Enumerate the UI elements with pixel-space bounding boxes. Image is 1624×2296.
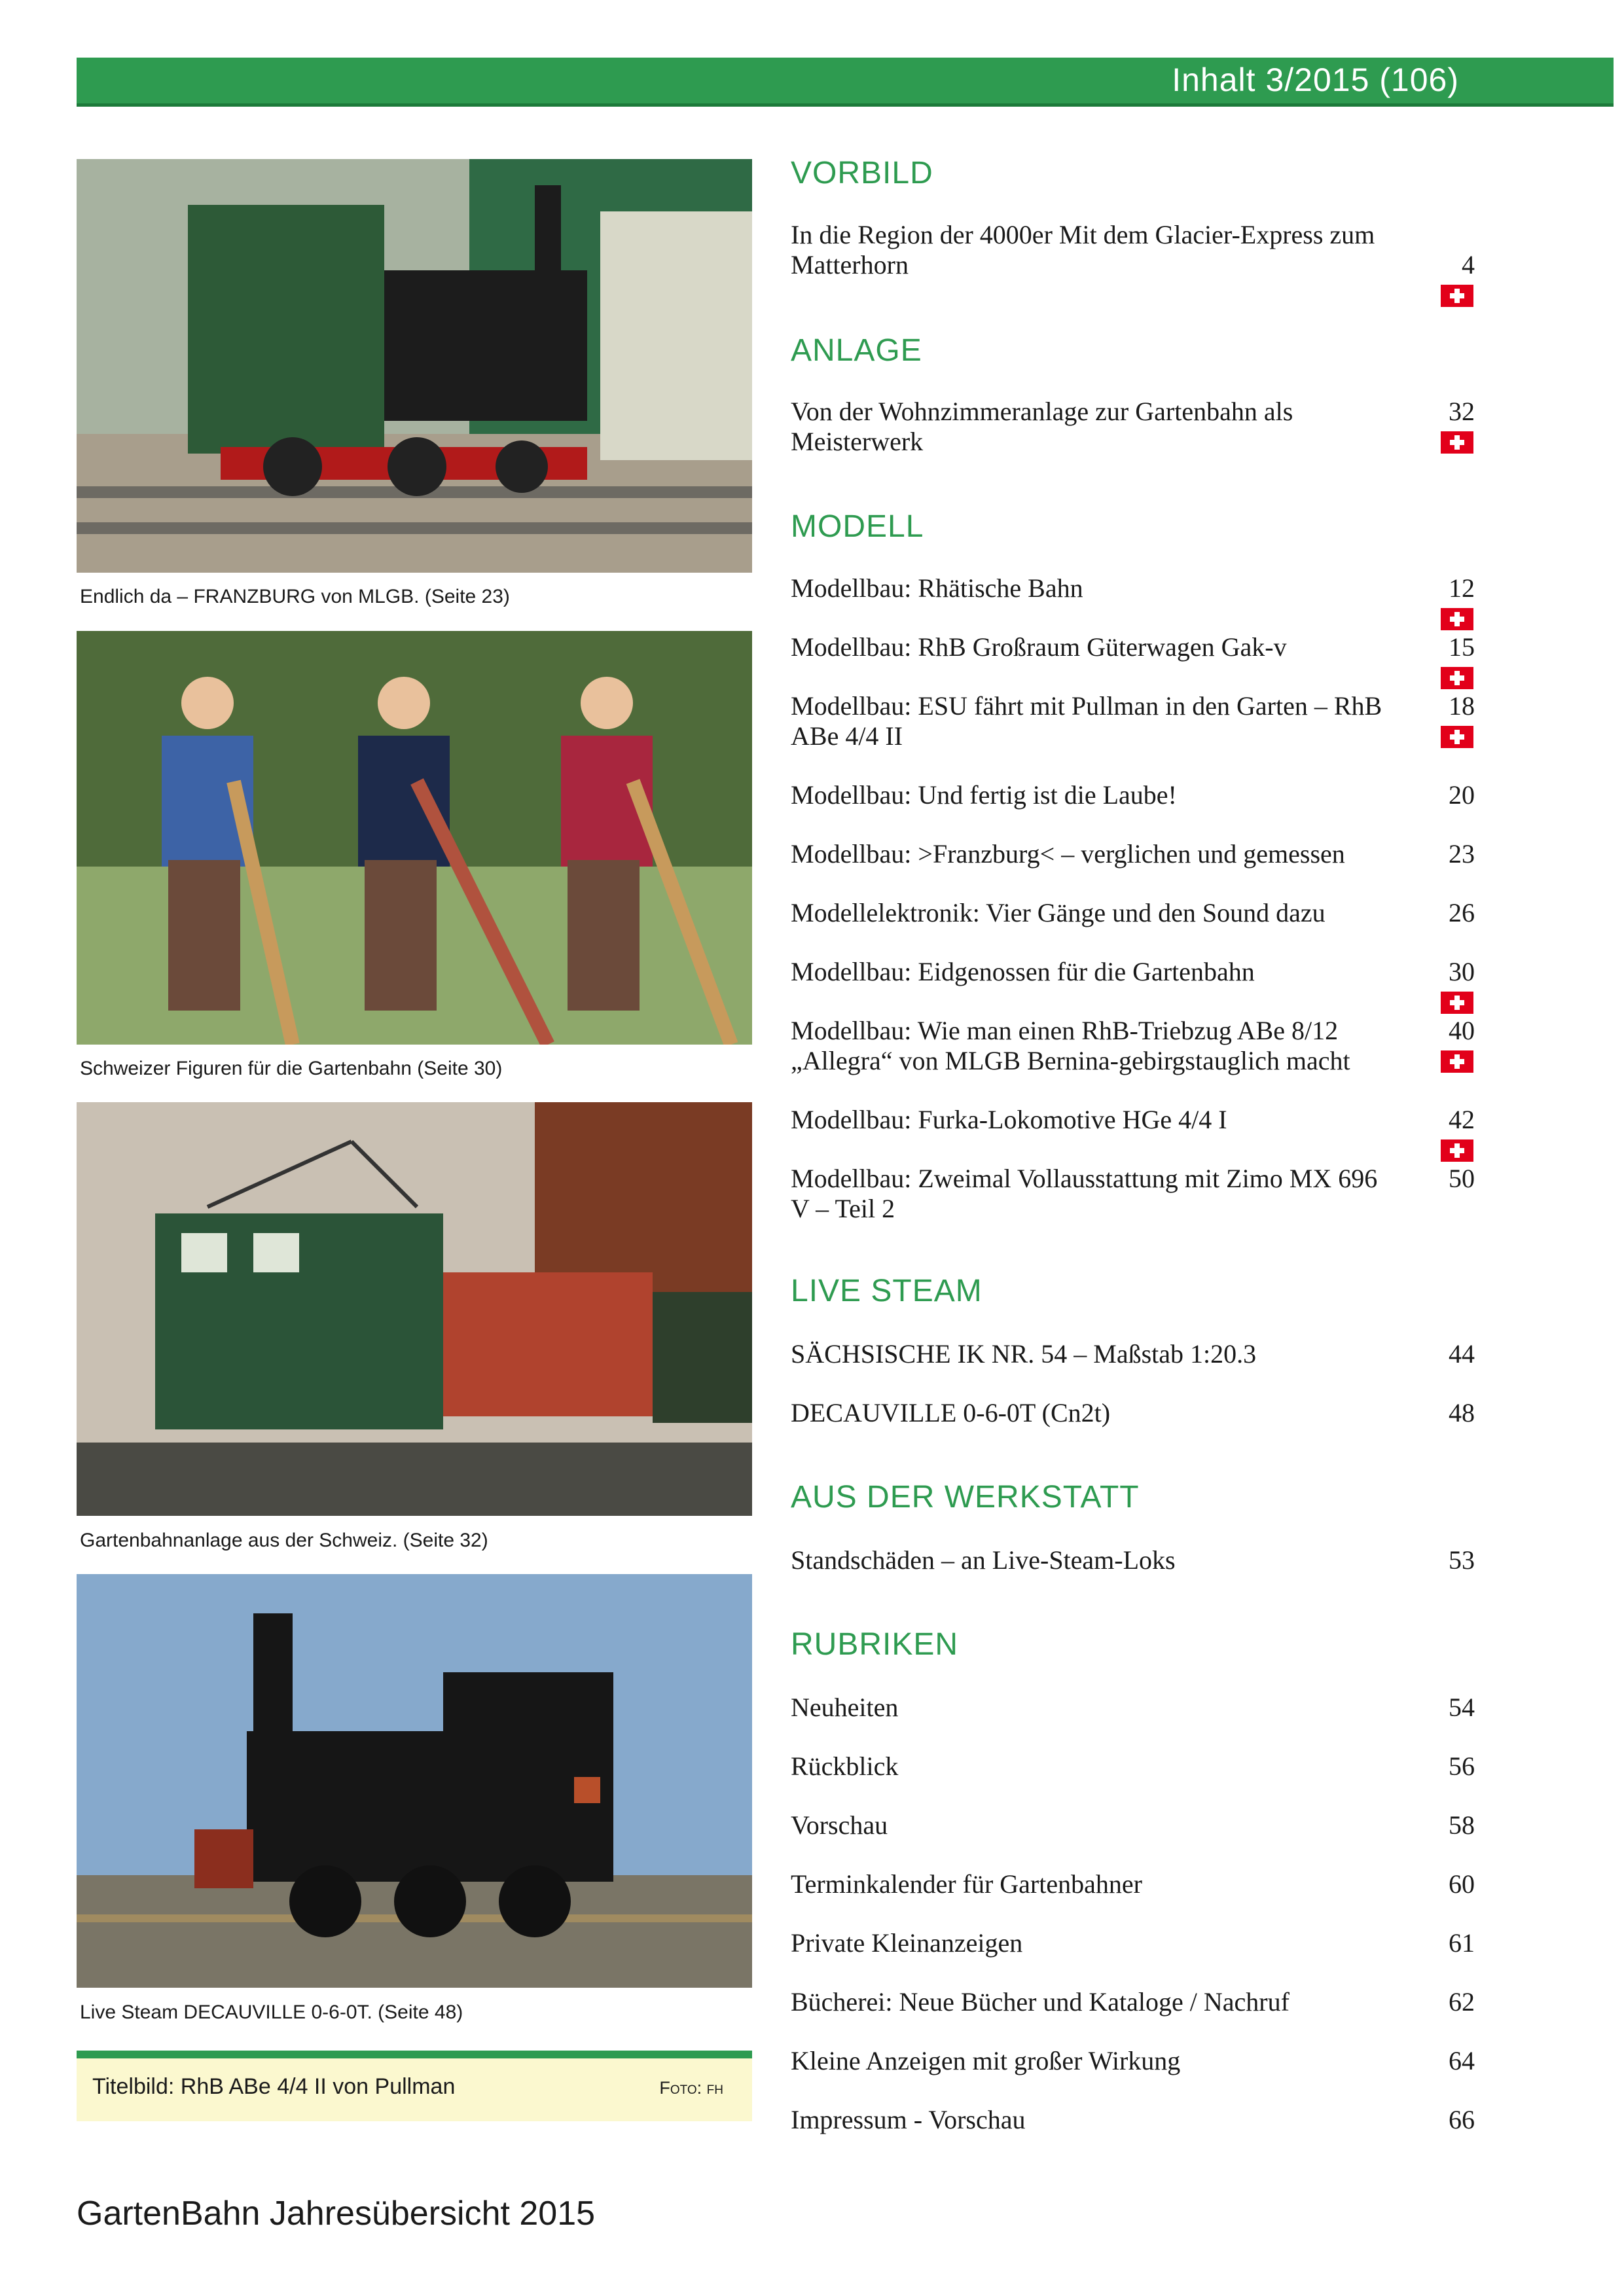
toc-entry[interactable] <box>791 2046 1511 2076</box>
page-number: 20 <box>1449 780 1475 810</box>
page-number: 48 <box>1449 1398 1475 1427</box>
toc-entry-page <box>1435 1928 1501 1958</box>
toc-entry[interactable] <box>791 2105 1511 2135</box>
page-number: 12 <box>1449 573 1475 603</box>
page-title: Inhalt 3/2015 (106) <box>1172 62 1459 98</box>
page-number: 42 <box>1449 1105 1475 1134</box>
toc-entry-page <box>1435 1016 1501 1076</box>
toc-entry-title: In die Region der 4000er Mit dem Glacier-Express zum Matterhorn <box>791 220 1375 279</box>
toc-entry-page <box>1435 780 1501 810</box>
page-number: 40 <box>1449 1016 1475 1045</box>
toc-entry-title: Private Kleinanzeigen <box>791 1928 1023 1958</box>
toc-entry-page <box>1435 1869 1501 1899</box>
footer-publication-title: GartenBahn Jahresübersicht 2015 <box>77 2195 596 2233</box>
toc-entry-page <box>1435 632 1501 692</box>
page-number: 44 <box>1449 1339 1475 1369</box>
swiss-flag-icon <box>1441 431 1473 454</box>
swiss-flag-icon <box>1441 608 1473 630</box>
toc-entry-page <box>1435 1164 1501 1194</box>
toc-entry-title: DECAUVILLE 0-6-0T (Cn2t) <box>791 1398 1111 1427</box>
toc-entry[interactable] <box>791 957 1511 987</box>
page-number: 15 <box>1449 632 1475 662</box>
page-number: 60 <box>1449 1869 1475 1899</box>
toc-entry-page <box>1435 691 1501 751</box>
photo-credit: Foto: fh <box>659 2078 723 2098</box>
page-number: 66 <box>1449 2105 1475 2134</box>
page-number: 53 <box>1449 1545 1475 1575</box>
swiss-flag-icon <box>1441 992 1473 1014</box>
toc-entry[interactable] <box>791 397 1511 457</box>
toc-entry-title: Modellbau: Zweimal Vollausstattung mit Zimo MX 696 V – Teil 2 <box>791 1164 1378 1223</box>
photo-caption: Schweizer Figuren für die Gartenbahn (Seite 30) <box>80 1058 503 1079</box>
page-number: 58 <box>1449 1810 1475 1840</box>
toc-entry[interactable] <box>791 1164 1511 1224</box>
toc-entry[interactable] <box>791 573 1511 603</box>
swiss-flag-icon <box>1441 726 1473 748</box>
page-number: 30 <box>1449 957 1475 986</box>
photo-caption: Endlich da – FRANZBURG von MLGB. (Seite 23) <box>80 586 510 607</box>
page-number: 62 <box>1449 1987 1475 2017</box>
swiss-flag-icon <box>1441 1139 1473 1162</box>
toc-entry-title: SÄCHSISCHE IK NR. 54 – Maßstab 1:20.3 <box>791 1339 1257 1369</box>
section-heading-aus-der-werkstatt: AUS DER WERKSTATT <box>791 1480 1140 1515</box>
toc-entry[interactable] <box>791 1751 1511 1782</box>
toc-entry[interactable] <box>791 780 1511 810</box>
toc-entry-page <box>1435 397 1501 457</box>
toc-entry-title: Modellbau: Eidgenossen für die Gartenbahn <box>791 957 1255 986</box>
swiss-flag-icon <box>1441 667 1473 689</box>
page-number: 54 <box>1449 1693 1475 1722</box>
toc-entry-title: Modellbau: ESU fährt mit Pullman in den Garten – RhB ABe 4/4 II <box>791 691 1382 751</box>
section-heading-live-steam: LIVE STEAM <box>791 1274 983 1308</box>
toc-entry[interactable] <box>791 898 1511 928</box>
toc-entry-title: Kleine Anzeigen mit großer Wirkung <box>791 2046 1181 2075</box>
toc-entry-title: Modellbau: RhB Großraum Güterwagen Gak-v <box>791 632 1287 662</box>
toc-entry[interactable] <box>791 691 1511 751</box>
toc-entry-page <box>1435 1987 1501 2017</box>
toc-entry-page <box>1435 898 1501 928</box>
page-number: 18 <box>1449 691 1475 721</box>
toc-entry-page <box>1435 1545 1501 1575</box>
photo-caption: Live Steam DECAUVILLE 0-6-0T. (Seite 48) <box>80 2001 463 2023</box>
toc-entry[interactable] <box>791 1545 1511 1575</box>
toc-entry[interactable] <box>791 839 1511 869</box>
page-number: 4 <box>1462 250 1475 279</box>
toc-entry[interactable] <box>791 1987 1511 2017</box>
toc-entry[interactable] <box>791 1693 1511 1723</box>
page-number: 26 <box>1449 898 1475 927</box>
toc-entry-title: Standschäden – an Live-Steam-Loks <box>791 1545 1176 1575</box>
toc-entry-title: Impressum - Vorschau <box>791 2105 1026 2134</box>
toc-entry-title: Modellelektronik: Vier Gänge und den Sound dazu <box>791 898 1326 927</box>
photo-decauville-locomotive <box>77 1574 752 1988</box>
toc-entry-page <box>1435 1693 1501 1723</box>
page-number: 56 <box>1449 1751 1475 1781</box>
toc-entry[interactable] <box>791 1016 1511 1076</box>
header-bar <box>77 58 1614 107</box>
toc-entry-title: Modellbau: Furka-Lokomotive HGe 4/4 I <box>791 1105 1227 1134</box>
toc-entry-page <box>1435 957 1501 1017</box>
page-number: 32 <box>1449 397 1475 426</box>
toc-entry-page <box>1435 1751 1501 1782</box>
page-number: 50 <box>1449 1164 1475 1193</box>
toc-entry-page <box>1435 250 1501 310</box>
toc-entry-title: Modellbau: Rhätische Bahn <box>791 573 1083 603</box>
toc-entry-page <box>1435 1398 1501 1428</box>
photo-caption: Gartenbahnanlage aus der Schweiz. (Seite 32) <box>80 1530 488 1551</box>
toc-entry-page <box>1435 1810 1501 1840</box>
toc-entry[interactable] <box>791 1339 1511 1369</box>
titelbild-text: Titelbild: RhB ABe 4/4 II von Pullman <box>92 2074 456 2099</box>
toc-entry-title: Von der Wohnzimmeranlage zur Gartenbahn als Meisterwerk <box>791 397 1293 456</box>
titelbild-box <box>77 2051 752 2121</box>
swiss-flag-icon <box>1441 285 1473 307</box>
toc-entry-title: Vorschau <box>791 1810 888 1840</box>
toc-entry-page <box>1435 2105 1501 2135</box>
photo-electric-locomotive <box>77 1102 752 1516</box>
section-heading-vorbild: VORBILD <box>791 156 933 190</box>
toc-entry[interactable] <box>791 220 1511 280</box>
toc-entry-title: Neuheiten <box>791 1693 899 1722</box>
page-number: 61 <box>1449 1928 1475 1958</box>
toc-entry-page <box>1435 1339 1501 1369</box>
photo-franzburg-locomotive <box>77 159 752 573</box>
toc-entry-title: Terminkalender für Gartenbahner <box>791 1869 1142 1899</box>
photo-swiss-figures <box>77 631 752 1045</box>
toc-entry-title: Modellbau: Wie man einen RhB-Triebzug ABe 8/12 „Allegra“ von MLGB Bernina-gebirgstauglich macht <box>791 1016 1350 1075</box>
toc-entry[interactable] <box>791 1810 1511 1840</box>
toc-entry[interactable] <box>791 1928 1511 1958</box>
toc-entry-title: Modellbau: Und fertig ist die Laube! <box>791 780 1177 810</box>
toc-entry-page <box>1435 573 1501 634</box>
toc-entry-title: Modellbau: >Franzburg< – verglichen und gemessen <box>791 839 1345 869</box>
toc-entry[interactable] <box>791 1105 1511 1135</box>
toc-entry-title: Rückblick <box>791 1751 899 1781</box>
section-heading-rubriken: RUBRIKEN <box>791 1627 959 1662</box>
toc-entry[interactable] <box>791 632 1511 662</box>
page-number: 64 <box>1449 2046 1475 2075</box>
section-heading-modell: MODELL <box>791 509 924 544</box>
swiss-flag-icon <box>1441 1050 1473 1073</box>
section-heading-anlage: ANLAGE <box>791 333 922 368</box>
page-number: 23 <box>1449 839 1475 869</box>
toc-entry[interactable] <box>791 1398 1511 1428</box>
toc-entry-page <box>1435 1105 1501 1165</box>
toc-entry-page <box>1435 2046 1501 2076</box>
toc-entry-page <box>1435 839 1501 869</box>
toc-entry[interactable] <box>791 1869 1511 1899</box>
toc-entry-title: Bücherei: Neue Bücher und Kataloge / Nachruf <box>791 1987 1290 2017</box>
